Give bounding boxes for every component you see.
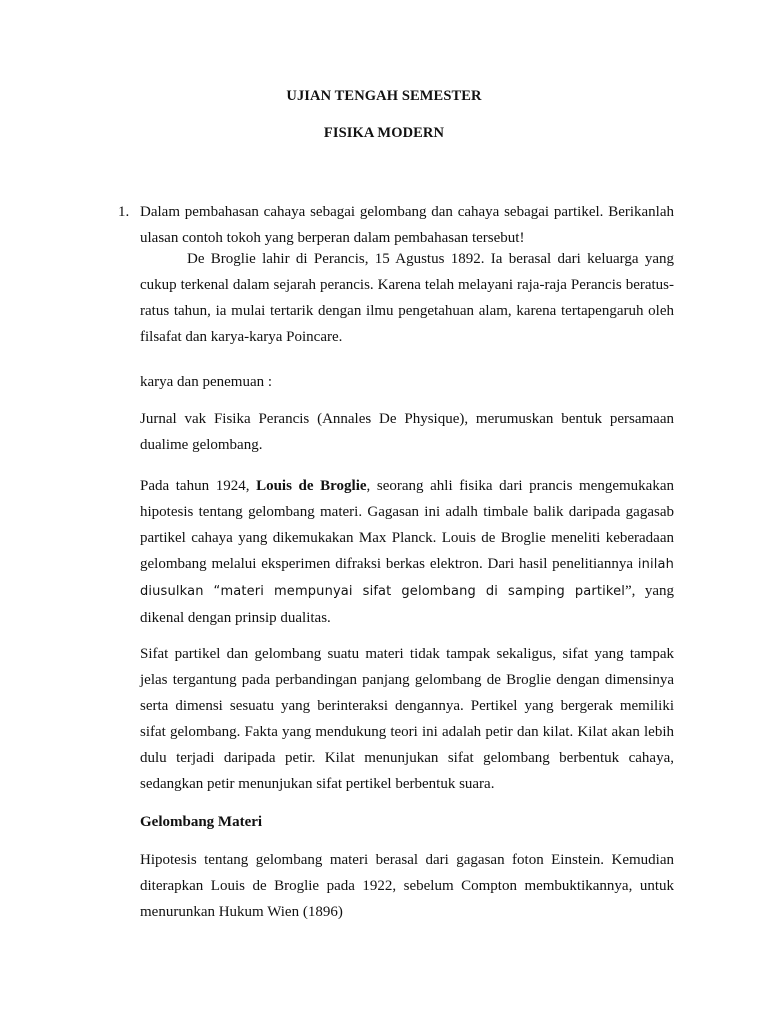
page-title	[0, 88, 768, 105]
question-number: 1.	[118, 204, 130, 220]
works-label: karya dan penemuan :	[140, 374, 273, 390]
paragraph-biography: De Broglie lahir di Perancis, 15 Agustus 1892. Ia berasal dari keluarga yang cukup terkenal dalam sejarah perancis. Karena telah melayani raja-raja Perancis beratus-ratus tahun, ia mulai tertarik dengan ilmu pengetahuan alam, karena tertapengaruh oleh filsafat dan karya-karya Poincare.	[140, 251, 674, 345]
section-heading: Gelombang Materi	[140, 814, 263, 830]
question-text: Dalam pembahasan cahaya sebagai gelombang dan cahaya sebagai partikel. Berikanlah ulasan contoh tokoh yang berperan dalam pembahasan tersebut!	[140, 204, 674, 246]
p4-handwritten-text: inilah diusulkan “materi mempunyai sifat gelombang di samping partikel	[140, 557, 674, 599]
p4-text-start: Pada tahun 1924,	[140, 478, 257, 494]
p4-text-end: ”, yang dikenal dengan prinsip dualitas.	[140, 583, 674, 626]
p4-text-middle: , seorang ahli fisika dari prancis mengemukakan hipotesis tentang gelombang materi. Gagasan ini adalh timbale balik daripada gagasab partikel cahaya yang dikemukakan Max Planck. Louis de Broglie meneliti keberadaan gelombang melalui eksperimen difraksi berkas elektron. Dari hasil penelitiannya	[140, 478, 674, 572]
paragraph-journal: Jurnal vak Fisika Perancis (Annales De Physique), merumuskan bentuk persamaan dualime gelombang.	[140, 411, 674, 453]
paragraph-hypothesis	[140, 473, 674, 631]
paragraph-matter-waves: Hipotesis tentang gelombang materi berasal dari gagasan foton Einstein. Kemudian diterapkan Louis de Broglie pada 1922, sebelum Compton membuktikannya, untuk menurunkan Hukum Wien (1896)	[140, 852, 674, 920]
title-text: UJIAN TENGAH SEMESTER	[286, 88, 482, 104]
p4-bold-name: Louis de Broglie	[256, 478, 367, 494]
paragraph-duality: Sifat partikel dan gelombang suatu materi tidak tampak sekaligus, sifat yang tampak jelas tergantung pada perbandingan panjang gelombang de Broglie dengan dimensinya serta dimensi sesuatu yang berinteraksi dengannya. Pertikel yang bergerak memiliki sifat gelombang. Fakta yang mendukung teori ini adalah petir dan kilat. Kilat akan lebih dulu terjadi daripada petir. Kilat menunjukan sifat gelombang berbentuk cahaya, sedangkan petir menunjukan sifat pertikel berbentuk suara.	[140, 646, 674, 792]
page-subtitle: FISIKA MODERN	[323, 125, 445, 141]
